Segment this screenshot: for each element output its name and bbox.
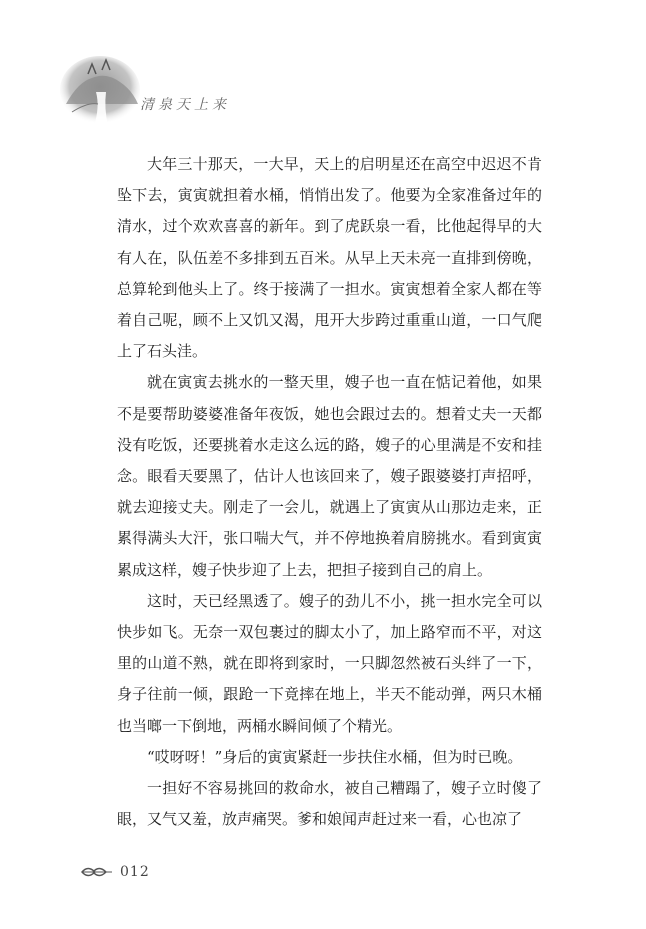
leaf-ornament-icon	[80, 862, 114, 882]
book-section-title: 清泉天上来	[140, 97, 230, 113]
paragraph-1: 大年三十那天，一大早，天上的启明星还在高空中迟迟不肯坠下去，寅寅就担着水桶，悄悄出发了。他要为全家准备过年的清水，过个欢欢喜喜的新年。到了虎跃泉一看，比他起得早的大有人在，队伍差不多排到五百米。从早上天未亮一直排到傍晚，总算轮到他头上了。终于接满了一担水。寅寅想着全家人都在等着自己呢，顾不上又饥又渴，甩开大步跨过重重山道，一口气爬上了石头洼。	[117, 155, 542, 361]
header-illustration	[58, 52, 148, 130]
body-text	[117, 149, 542, 835]
paragraph-5: 一担好不容易挑回的救命水，被自己糟蹋了，嫂子立时傻了眼，又气又羞，放声痛哭。爹和娘闻声赶过来一看，心也凉了	[117, 779, 542, 829]
paragraph-3: 这时，天已经黑透了。嫂子的劲儿不小，挑一担水完全可以快步如飞。无奈一双包裹过的脚太小了，加上路窄而不平，对这里的山道不熟，就在即将到家时，一只脚忽然被石头绊了一下，身子往前一倾，跟跄一下竟摔在地上，半天不能动弹，两只木桶也当啷一下倒地，两桶水瞬间倾了个精光。	[117, 591, 542, 735]
page-footer	[80, 860, 150, 884]
mountain-vignette-icon	[58, 52, 148, 130]
paragraph-2: 就在寅寅去挑水的一整天里，嫂子也一直在惦记着他，如果不是要帮助婆婆准备年夜饭，她也会跟过去的。想着丈夫一天都没有吃饭，还要挑着水走这么远的路，嫂子的心里满是不安和挂念。眼看天要黑了，估计人也该回来了，嫂子跟婆婆打声招呼，就去迎接丈夫。刚走了一会儿，就遇上了寅寅从山那边走来，正累得满头大汗，张口喘大气，并不停地换着肩膀挑水。看到寅寅累成这样，嫂子快步迎了上去，把担子接到自己的肩上。	[117, 373, 542, 579]
paragraph-4: “哎呀呀！”身后的寅寅紧赶一步扶住水桶，但为时已晚。	[147, 747, 523, 766]
page-number: 012	[120, 864, 150, 880]
